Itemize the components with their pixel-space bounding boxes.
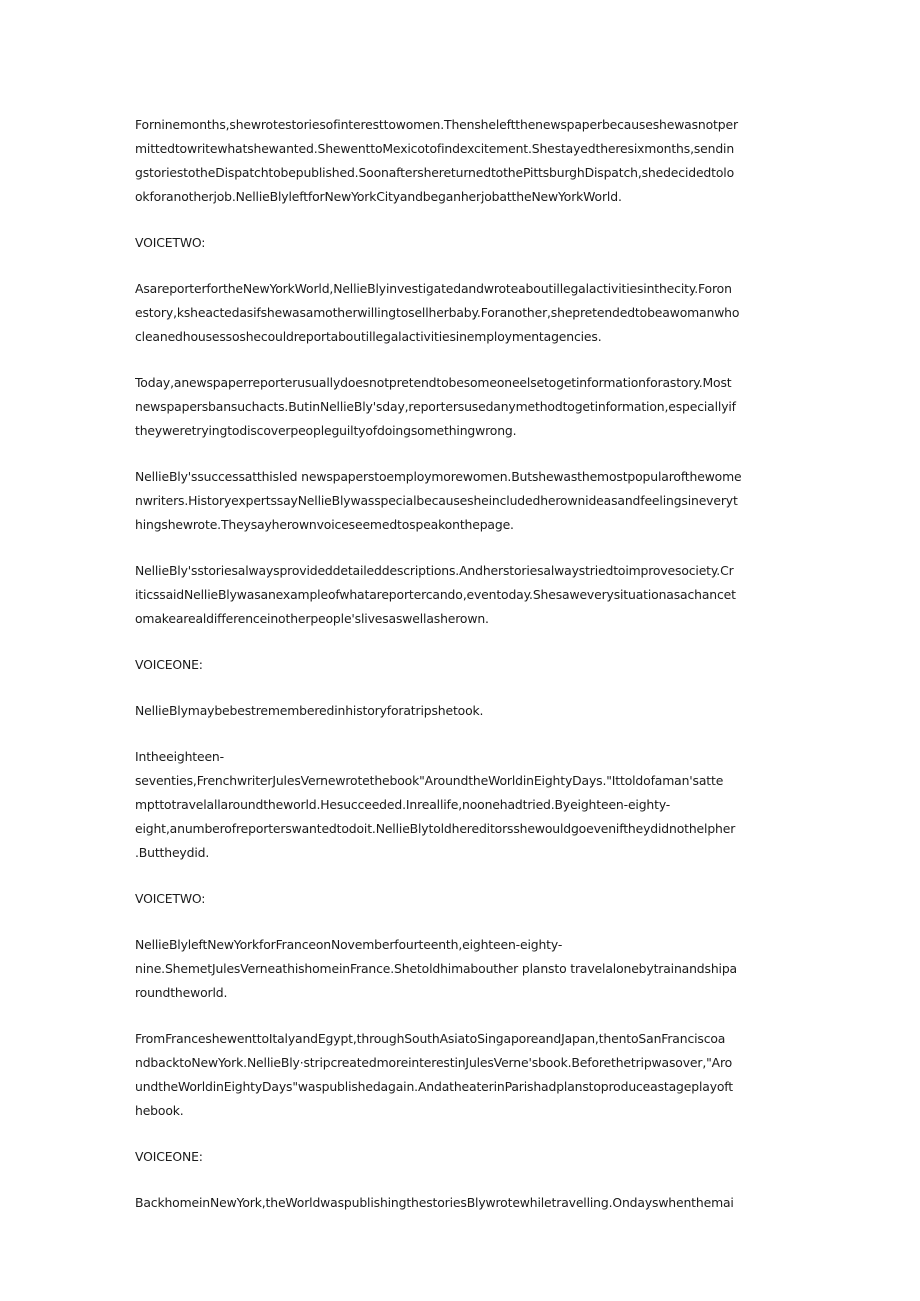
text-line: nwriters.HistoryexpertssayNellieBlywasspecialbecausesheincludedherownideasandfeelingsineveryt: [135, 493, 738, 508]
speaker-text: VOICEONE:: [135, 657, 203, 672]
text-line: mpttotravelallaroundtheworld.Hesucceeded.Inreallife,noonehadtried.Byeighteen-eighty-: [135, 797, 671, 812]
paragraph: [135, 699, 787, 723]
paragraph: [135, 559, 787, 631]
text-line: Intheeighteen-: [135, 749, 224, 764]
text-line: seventies,FrenchwriterJulesVernewrotethebook"AroundtheWorldinEightyDays."Ittoldofaman'satte: [135, 773, 724, 788]
text-line: estory‚ksheactedasifshewasamotherwillingtosellherbaby.Foranother,shepretendedtobeawomanwho: [135, 305, 740, 320]
text-line: theyweretryingtodiscoverpeopleguiltyofdoingsomethingwrong.: [135, 423, 517, 438]
text-line: BackhomeinNewYork,theWorldwaspublishingthestoriesBlywrotewhiletravelling.Ondayswhenthemai: [135, 1195, 734, 1210]
text-line: okforanotherjob.NellieBlyleftforNewYorkCityandbeganherjobattheNewYorkWorld.: [135, 189, 622, 204]
text-line: nine.ShemetJulesVerneathishomeinFrance.Shetoldhimabouther plansto travelalonebytrainandshipa: [135, 961, 737, 976]
text-line: roundtheworld.: [135, 985, 228, 1000]
speaker-text: VOICETWO:: [135, 235, 206, 250]
text-line: ndbacktoNewYork.NellieBly·stripcreatedmoreinterestinJulesVerne'sbook.Beforethetripwasover,"Aro: [135, 1055, 733, 1070]
text-line: gstoriestotheDispatchtobepublished.SoonaftershereturnedtothePittsburghDispatch,shedecidedtolo: [135, 165, 734, 180]
text-line: mittedtowritewhatshewanted.ShewenttoMexicotofindexcitement.Shestayedtheresixmonths,sendin: [135, 141, 735, 156]
text-line: NellieBly'ssuccessatthisled newspaperstoemploymorewomen.Butshewasthemostpopularofthewome: [135, 469, 742, 484]
text-line: Forninemonths,shewrotestoriesofinteresttowomen.Thensheleftthenewspaperbecauseshewasnotper: [135, 117, 738, 132]
paragraph: [135, 745, 787, 865]
text-line: .Buttheydid.: [135, 845, 210, 860]
speaker-label: [135, 653, 787, 677]
paragraph: [135, 465, 787, 537]
text-line: cleanedhousessoshecouldreportaboutillegalactivitiesinemploymentagencies.: [135, 329, 602, 344]
paragraph: [135, 277, 787, 349]
paragraph: [135, 113, 787, 209]
text-line: eight‚anumberofreporterswantedtodoit.NellieBlytoldhereditorsshewouldgoeveniftheydidnothelpher: [135, 821, 736, 836]
paragraph: [135, 371, 787, 443]
text-line: omakearealdifferenceinotherpeople'slivesaswellasherown.: [135, 611, 489, 626]
text-line: Today,anewspaperreporterusuallydoesnotpretendtobesomeoneelsetogetinformationforastory.Most: [135, 375, 732, 390]
speaker-text: VOICETWO:: [135, 891, 206, 906]
paragraph: [135, 1191, 787, 1215]
text-line: newspapersbansuchacts.ButinNellieBly'sday,reportersusedanymethodtogetinformation,especiallyif: [135, 399, 736, 414]
text-line: NellieBly'sstoriesalwaysprovideddetaileddescriptions.Andherstoriesalwaystriedtoimprovesociety.Cr: [135, 563, 734, 578]
text-line: hebook.: [135, 1103, 184, 1118]
text-line: hingshewrote.Theysayherownvoiceseemedtospeakonthepage.: [135, 517, 514, 532]
document-body: [135, 113, 787, 1237]
text-line: NellieBlymaybebestrememberedinhistoryforatripshetook.: [135, 703, 484, 718]
speaker-label: [135, 231, 787, 255]
speaker-label: [135, 1145, 787, 1169]
paragraph: [135, 933, 787, 1005]
text-line: FromFranceshewenttoItalyandEgypt,throughSouthAsiatoSingaporeandJapan,thentoSanFranciscoa: [135, 1031, 726, 1046]
text-line: undtheWorldinEightyDays"waspublishedagain.AndatheaterinParishadplanstoproduceastageplayoft: [135, 1079, 734, 1094]
speaker-label: [135, 887, 787, 911]
text-line: AsareporterfortheNewYorkWorld,NellieBlyinvestigatedandwroteaboutillegalactivitiesinthecity.Foron: [135, 281, 732, 296]
text-line: NellieBlyleftNewYorkforFranceonNovemberfourteenth,eighteen-eighty-: [135, 937, 563, 952]
paragraph: [135, 1027, 787, 1123]
speaker-text: VOICEONE:: [135, 1149, 203, 1164]
text-line: iticssaidNellieBlywasanexampleofwhatareportercando‚eventoday.Shesaweverysituationasachancet: [135, 587, 736, 602]
